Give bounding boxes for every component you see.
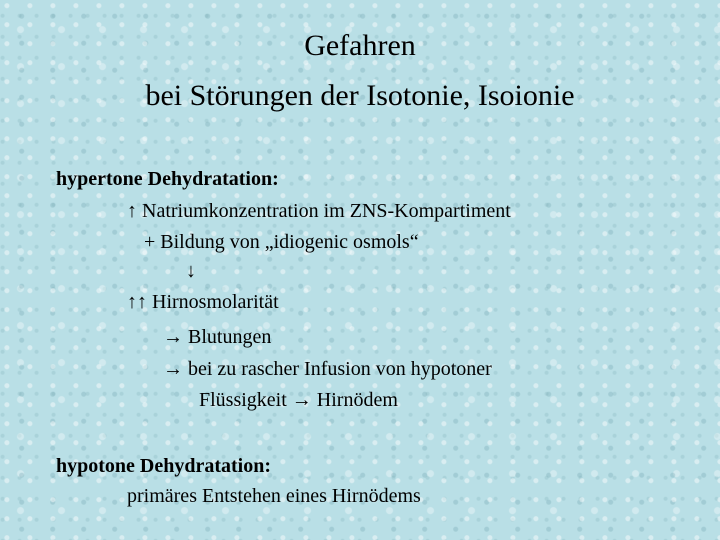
hirnosmolaritaet-text: Hirnosmolarität	[152, 291, 279, 313]
slide-title-line-1: Gefahren	[304, 29, 416, 62]
fluessigkeit-line	[199, 388, 398, 412]
down-arrow-icon: ↓	[186, 260, 196, 282]
natrium-line	[127, 199, 511, 223]
hypertone-heading: hypertone Dehydratation:	[56, 168, 279, 190]
slide-title-line-2: bei Störungen der Isotonie, Isoionie	[145, 79, 575, 112]
infusion-text: bei zu rascher Infusion von hypotoner	[188, 358, 492, 380]
hypotone-heading: hypotone Dehydratation:	[56, 455, 272, 477]
blutungen-line	[163, 325, 271, 349]
up-arrow-icon: ↑	[127, 200, 137, 222]
natrium-text: Natriumkonzentration im ZNS-Kompartiment	[142, 200, 511, 222]
right-arrow-icon: →	[163, 358, 183, 380]
primaeres-line: primäres Entstehen eines Hirnödems	[127, 485, 421, 507]
bildung-line: + Bildung von „idiogenic osmols“	[144, 231, 419, 253]
hirnoedem-text: Hirnödem	[316, 389, 398, 411]
right-arrow-icon: →	[163, 326, 183, 348]
blutungen-text: Blutungen	[188, 326, 272, 348]
fluessigkeit-text: Flüssigkeit	[199, 389, 287, 411]
double-up-arrow-icon: ↑↑	[127, 291, 147, 313]
right-arrow-icon: →	[291, 389, 312, 411]
hirnosmolaritaet-line	[127, 290, 279, 314]
infusion-line	[163, 357, 492, 381]
